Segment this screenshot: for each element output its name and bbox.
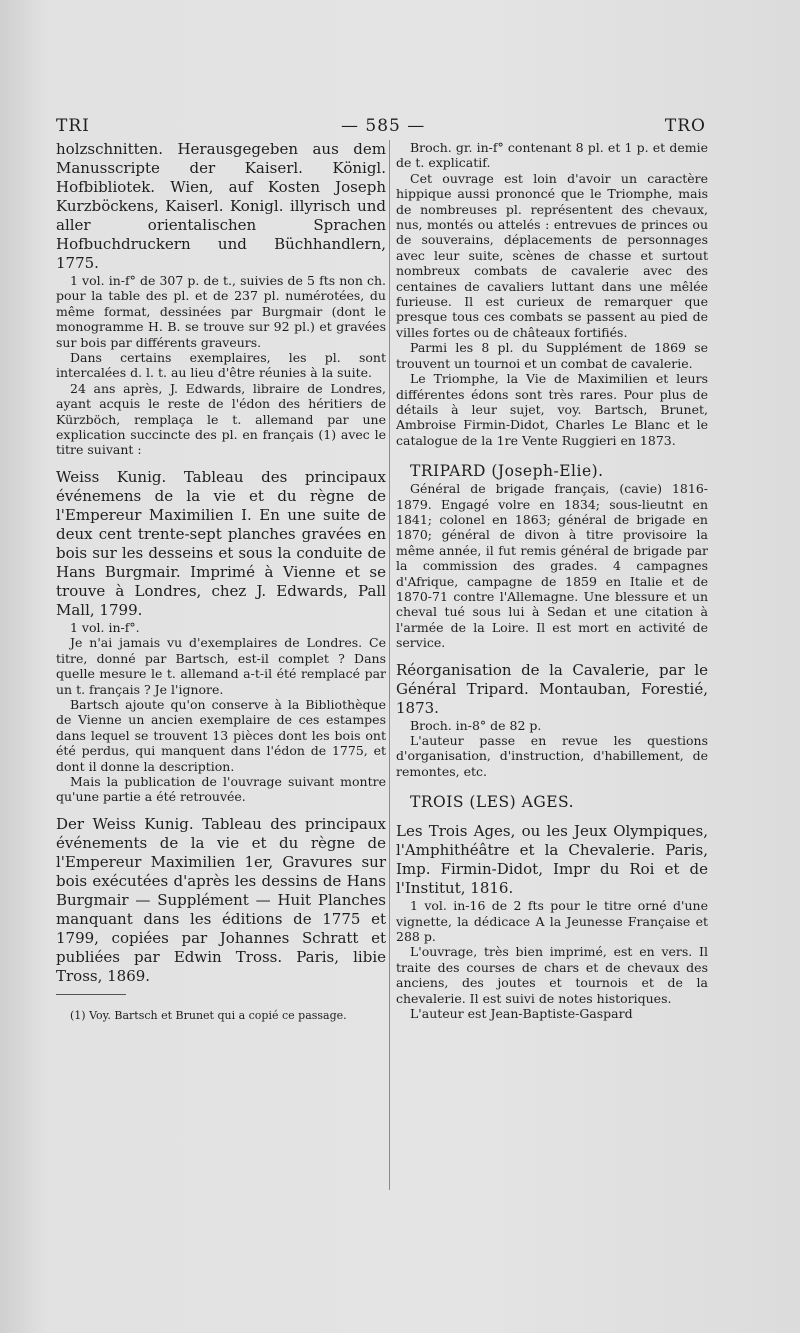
- collation-note: Broch. gr. in-f° contenant 8 pl. et 1 p. et demie de t. explicatif.: [396, 140, 708, 171]
- column-divider: [389, 140, 390, 1190]
- entry-title-continued: holzschnitten. Herausgegeben aus dem Manusscripte der Kaiserl. Königl. Hofbibliotek. Wien, auf Kosten Joseph Kurzböckens, Kaiserl. Konigl. illyrisch und aller orientalischen Sprachen Hofbuchdruckern und Büchhandlern, 1775.: [56, 140, 386, 272]
- header-right: TRO: [664, 116, 706, 136]
- entry-title: Weiss Kunig. Tableau des principaux événemens de la vie et du règne de l'Empereur Maximilien I. En une suite de deux cent trente-sept planches gravées en bois sur les desseins et sous la conduite de Hans Burgmair. Imprimé à Vienne et se trouve à Londres, chez J. Edwards, Pall Mall, 1799.: [56, 467, 386, 619]
- paragraph: Dans certains exemplaires, les pl. sont intercalées d. l. t. au lieu d'être réunies à la suite.: [56, 350, 386, 381]
- entry-heading: TROIS (LES) AGES.: [410, 793, 575, 812]
- paragraph: 24 ans après, J. Edwards, libraire de Londres, ayant acquis le reste de l'édon des héritiers de Kürzböch, remplaça le t. allemand par une explication succincte des pl. en français (1) avec le titre suivant :: [56, 380, 386, 458]
- paragraph: L'auteur passe en revue les questions d'organisation, d'instruction, d'habillement, de remontes, etc.: [396, 733, 708, 779]
- entry-title: Les Trois Ages, ou les Jeux Olympiques, l'Amphithéâtre et la Chevalerie. Paris, Imp. Firmin-Didot, Impr du Roi et de l'Institut, 1816.: [396, 822, 708, 898]
- paragraph: Parmi les 8 pl. du Supplément de 1869 se trouvent un tournoi et un combat de cavalerie.: [396, 340, 708, 371]
- footnote-rule: [56, 994, 126, 995]
- paragraph: Mais la publication de l'ouvrage suivant montre qu'une partie a été retrouvée.: [56, 773, 386, 805]
- entry-title: Der Weiss Kunig. Tableau des principaux événements de la vie et du règne de l'Empereur Maximilien 1er, Gravures sur bois exécutées d'après les dessins de Hans Burgmair — Supplément — Huit Planches manquant dans les éditions de 1775 et 1799, copiées par Johannes Schratt et publiées par Edwin Tross. Paris, libie Tross, 1869.: [56, 814, 386, 985]
- paragraph: Je n'ai jamais vu d'exemplaires de Londres. Ce titre, donné par Bartsch, est-il complet ? Dans quelle mesure le t. allemand a-t-il été remplacé par un t. français ? Je l'ignore.: [56, 635, 386, 697]
- paragraph: L'ouvrage, très bien imprimé, est en vers. Il traite des courses de chars et de chevaux des anciens, des joutes et tournois et de la chevalerie. Il est suivi de notes historiques.: [396, 944, 708, 1006]
- paragraph: Le Triomphe, la Vie de Maximilien et leurs différentes édons sont très rares. Pour plus de détails à leur sujet, voy. Bartsch, Brunet, Ambroise Firmin-Didot, Charles Le Blanc et le catalogue de la 1re Vente Ruggieri en 1873.: [396, 371, 708, 448]
- paragraph: Cet ouvrage est loin d'avoir un caractère hippique aussi prononcé que le Triomphe, mais de nombreuses pl. représentent des chevaux, nus, montés ou attelés : entrevues de princes ou de souverains, déplacements de personnages avec leur suite, scènes de chasse et surtout nombreux combats de cavalerie avec des centaines de cavaliers luttant dans une mêlée furieuse. Il est curieux de remarquer que presque tous ces combats se passent au pied de villes fortes ou de châteaux fortifiés.: [396, 170, 708, 340]
- footnote: (1) Voy. Bartsch et Brunet qui a copié ce passage.: [70, 1008, 347, 1022]
- collation-note: 1 vol. in-16 de 2 fts pour le titre orné d'une vignette, la dédicace A la Jeunesse Française et 288 p.: [396, 898, 708, 945]
- running-header: [56, 116, 706, 142]
- biography: Général de brigade français, (cavie) 1816-1879. Engagé volre en 1834; sous-lieutnt en 1841; colonel en 1863; général de brigade en 1870; général de divon à titre provisoire la même année, il fut remis général de brigade par la commission des grades. 4 campagnes d'Afrique, campagne de 1859 en Italie et de 1870-71 contre l'Allemagne. Une blessure et un cheval tué sous lui à Sedan et une citation à l'armée de la Loire. Il est mort en activité de service.: [396, 481, 708, 651]
- paragraph: L'auteur est Jean-Baptiste-Gaspard: [410, 1006, 633, 1022]
- entry-title: Réorganisation de la Cavalerie, par le Général Tripard. Montauban, Forestié, 1873.: [396, 660, 708, 717]
- collation-note: 1 vol. in-f° de 307 p. de t., suivies de 5 fts non ch. pour la table des pl. et de 237 pl. numérotées, du même format, dessinées par Burgmair (dont le monogramme H. B. se trouve sur 92 pl.) et gravées sur bois par différents graveurs.: [56, 273, 386, 350]
- paragraph: Bartsch ajoute qu'on conserve à la Bibliothèque de Vienne un ancien exemplaire de ces estampes dans lequel se trouvent 13 pièces dont les bois ont été perdus, qui manquent dans l'édon de 1775, et dont il donne la description.: [56, 696, 386, 774]
- collation-note: Broch. in-8° de 82 p.: [410, 717, 542, 733]
- page-number: — 585 —: [341, 116, 426, 136]
- header-left: TRI: [56, 116, 90, 136]
- right-column: [396, 140, 708, 1021]
- entry-heading: TRIPARD (Joseph-Elie).: [410, 462, 604, 481]
- left-column: [56, 140, 386, 1023]
- collation-note: 1 vol. in-f°.: [70, 619, 140, 635]
